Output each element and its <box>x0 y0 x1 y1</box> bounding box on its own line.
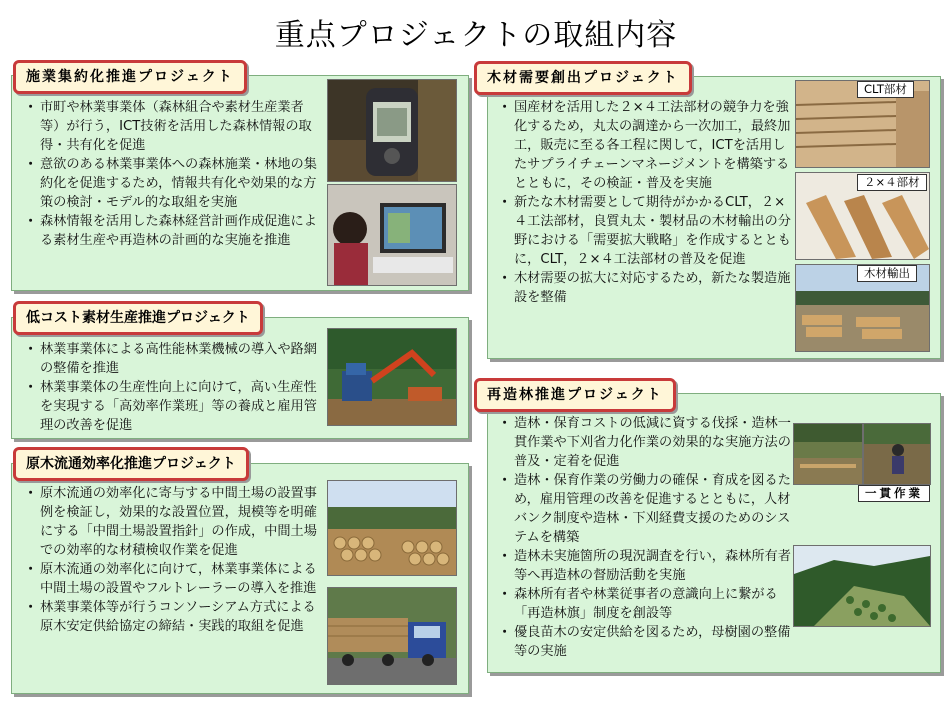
panel-mokuzai-title: 木材需要創出プロジェクト <box>474 61 692 95</box>
panel-shugyo-list <box>22 98 322 250</box>
list-item: ・ 造林・保育コストの低減に資する伐採・造林一貫作業や下刈省力化作業の効果的な実施方法の普及・定着を促進 <box>496 414 796 471</box>
panel-genboku-list <box>22 484 322 636</box>
panel-saizorin-title: 再造林推進プロジェクト <box>474 378 676 412</box>
list-item: ・ 新たな木材需要として期待がかかるCLT，２×４工法部材，良質丸太・製材品の木材輸出の分野における「需要拡大戦略」を作成するとともに，CLT，２×４工法部材の普及を促進 <box>496 193 796 269</box>
panel-saizorin-list <box>496 414 796 661</box>
list-item: ・ 森林所有者や林業従事者の意識向上に繋がる「再造林旗」制度を創設等 <box>496 585 796 623</box>
panel-shugyo-title: 施業集約化推進プロジェクト <box>13 60 247 94</box>
integrated-work-label: 一貫作業 <box>858 485 930 502</box>
list-item: ・ 国産材を活用した２×４工法部材の競争力を強化するため，丸太の調達から一次加工，最終加工，販売に至る各工程に関して，ICTを活用したサプライチェーンマネージメントを構築するとともに，その検証・普及を実施 <box>496 98 796 193</box>
log-yard-photo <box>327 480 457 576</box>
list-item: ・ 林業事業体等が行うコンソーシアム方式による原木安定供給協定の締結・実践的取組を促進 <box>22 598 322 636</box>
reforested-hillside-photo <box>793 545 931 627</box>
full-trailer-photo <box>327 587 457 685</box>
list-item: ・ 市町や林業事業体（森林組合や素材生産業者等）が行う，ICT技術を活用した森林情報の取得・共有化を促進 <box>22 98 322 155</box>
list-item: ・ 林業事業体の生産性向上に向けて，高い生産性を実現する「高効率作業班」等の養成と雇用管理の改善を促進 <box>22 378 322 435</box>
list-item: ・ 造林・保育作業の労働力の確保・育成を図るため，雇用管理の改善を促進するとともに，人材バンク制度や造林・下刈経費支援のためのシステムを構築 <box>496 471 796 547</box>
panel-lowcost-list <box>22 340 322 435</box>
panel-mokuzai-list <box>496 98 796 307</box>
panel-lowcost-title: 低コスト素材生産推進プロジェクト <box>13 301 263 335</box>
list-item: ・ 造林未実施箇所の現況調査を行い，森林所有者等へ再造林の督励活動を実施 <box>496 547 796 585</box>
list-item: ・ 木材需要の拡大に対応するため，新たな製造施設を整備 <box>496 269 796 307</box>
two-by-four-label: ２×４部材 <box>857 174 927 191</box>
list-item: ・ 林業事業体による高性能林業機械の導入や路網の整備を推進 <box>22 340 322 378</box>
list-item: ・ 原木流通の効率化に向けて，林業事業体による中間土場の設置やフルトレーラーの導入を推進 <box>22 560 322 598</box>
list-item: ・ 森林情報を活用した森林経営計画作成促進による素材生産や再造林の計画的な実施を推進 <box>22 212 322 250</box>
computer-work-photo <box>327 184 457 286</box>
clt-label: CLT部材 <box>857 81 914 98</box>
planting-photo-right <box>863 423 931 485</box>
forestry-machine-photo <box>327 328 457 426</box>
wood-export-label: 木材輸出 <box>857 265 917 282</box>
gps-device-photo <box>327 79 457 182</box>
list-item: ・ 意欲のある林業事業体への森林施業・林地の集約化を促進するため，情報共有化や効果的な方策の検討・モデル的な取組を実施 <box>22 155 322 212</box>
page-title: 重点プロジェクトの取組内容 <box>274 18 678 53</box>
list-item: ・ 優良苗木の安定供給を図るため，母樹園の整備等の実施 <box>496 623 796 661</box>
planting-photo-left <box>793 423 863 485</box>
list-item: ・ 原木流通の効率化に寄与する中間土場の設置事例を検証し，効果的な設置位置，規模等を明確にする「中間土場設置指針」の作成，中間土場での効率的な材積検収作業を促進 <box>22 484 322 560</box>
panel-genboku-title: 原木流通効率化推進プロジェクト <box>13 447 249 481</box>
